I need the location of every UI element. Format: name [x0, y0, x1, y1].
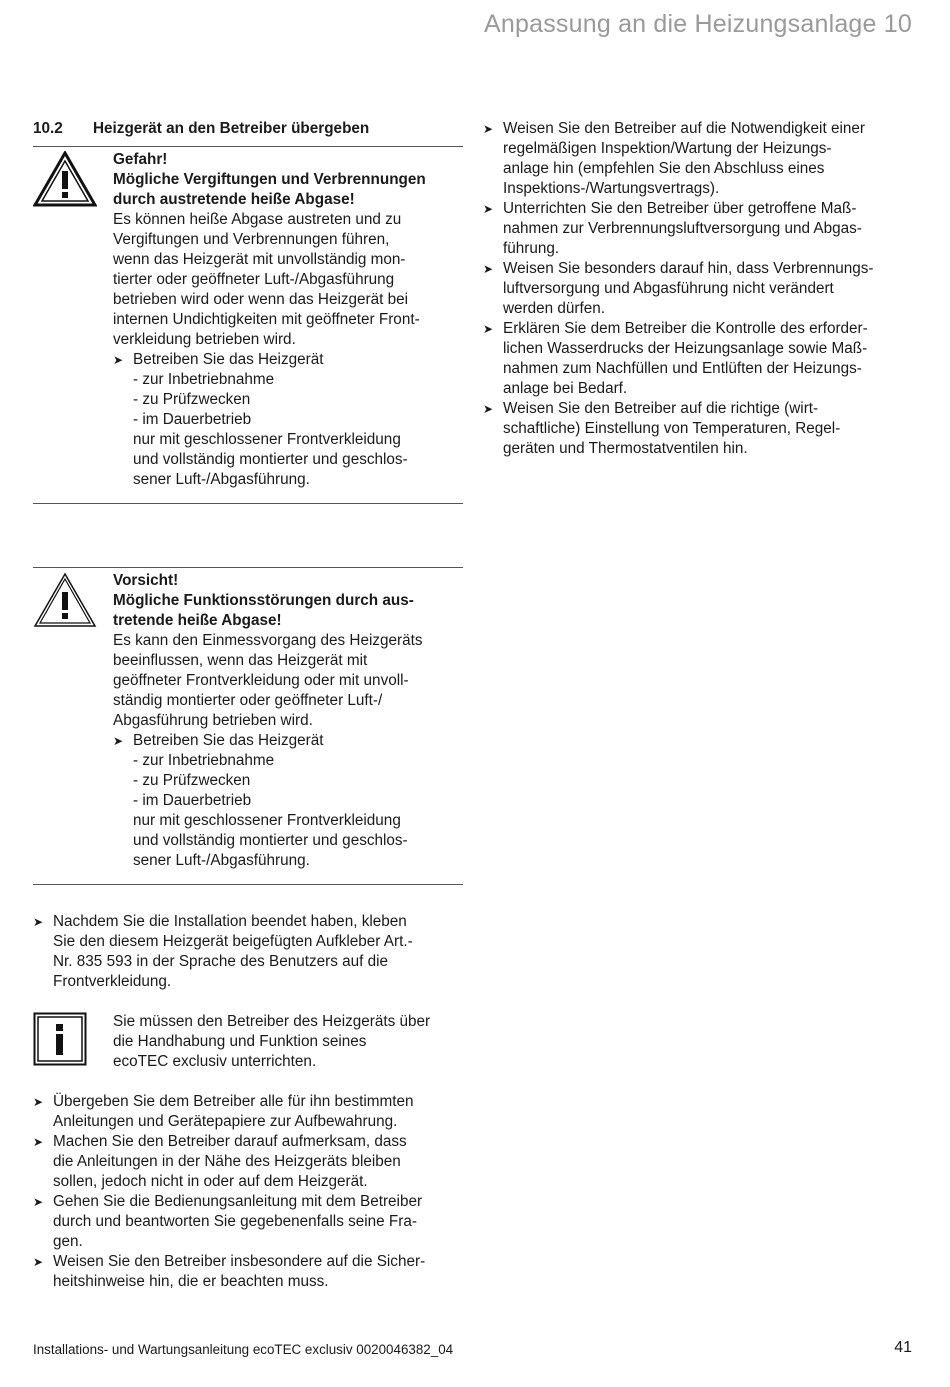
danger-subtitle-1: Mögliche Vergiftungen und Verbrennungen	[113, 171, 426, 188]
danger-body-2: Vergiftungen und Verbrennungen führen,	[113, 231, 390, 248]
caution-text	[113, 571, 463, 871]
bullet-line: Weisen Sie den Betreiber auf die Notwendigkeit einer	[503, 120, 865, 137]
list-item	[483, 259, 915, 319]
danger-action-details	[113, 370, 463, 490]
caution-body-4: ständig montierter oder geöffneter Luft-/	[113, 692, 383, 709]
bullet-line: heitshinweise hin, die er beachten muss.	[53, 1273, 329, 1290]
danger-item-3: - im Dauerbetrieb	[133, 411, 252, 428]
arrow-icon: ➤	[483, 402, 494, 416]
bullet-line: Machen Sie den Betreiber darauf aufmerksam, dass	[53, 1133, 407, 1150]
caution-subtitle-1: Mögliche Funktionsstörungen durch aus-	[113, 592, 414, 609]
arrow-icon: ➤	[483, 262, 494, 276]
arrow-icon: ➤	[33, 1095, 44, 1109]
list-item	[483, 319, 915, 399]
bullet-line: die Anleitungen in der Nähe des Heizgeräts bleiben	[53, 1153, 401, 1170]
info-line-2: die Handhabung und Funktion seines	[113, 1033, 367, 1050]
bullet-line: nahmen zur Verbrennungsluftversorgung und Abgas-	[503, 220, 862, 237]
sticker-line-3: Nr. 835 593 in der Sprache des Benutzers auf die	[53, 953, 389, 970]
page-number: 41	[894, 1339, 912, 1356]
danger-body-1: Es können heiße Abgase austreten und zu	[113, 211, 402, 228]
bullet-line: geräten und Thermostatventilen hin.	[503, 440, 748, 457]
section-number: 10.2	[33, 120, 63, 137]
sticker-line-1: Nachdem Sie die Installation beendet haben, kleben	[53, 913, 407, 930]
bullet-line: anlage bei Bedarf.	[503, 380, 628, 397]
caution-action-details	[113, 751, 463, 871]
bullet-line: sollen, jedoch nicht in oder auf dem Heizgerät.	[53, 1173, 368, 1190]
right-column	[483, 119, 915, 459]
bullet-line: werden dürfen.	[503, 300, 606, 317]
danger-body-3: wenn das Heizgerät mit unvollständig mon-	[113, 251, 406, 268]
danger-title: Gefahr!	[113, 151, 168, 168]
caution-item-2: - zu Prüfzwecken	[133, 772, 251, 789]
arrow-icon: ➤	[33, 1135, 44, 1149]
document-footer: Installations- und Wartungsanleitung ecoTEC exclusiv 0020046382_04	[33, 1342, 454, 1357]
caution-body-2: beeinflussen, wenn das Heizgerät mit	[113, 652, 368, 669]
section-title: Heizgerät an den Betreiber übergeben	[93, 120, 370, 137]
danger-action	[113, 350, 463, 370]
caution-box	[33, 567, 463, 885]
bullet-line: nahmen zum Nachfüllen und Entlüften der Heizungs-	[503, 360, 862, 377]
sticker-line-4: Frontverkleidung.	[53, 973, 172, 990]
bullet-line: Anleitungen und Gerätepapiere zur Aufbewahrung.	[53, 1113, 398, 1130]
bullet-line: luftversorgung und Abgasführung nicht verändert	[503, 280, 834, 297]
arrow-icon: ➤	[483, 202, 494, 216]
bullet-line: Weisen Sie den Betreiber auf die richtige (wirt-	[503, 400, 819, 417]
info-icon	[33, 1012, 113, 1072]
list-item	[483, 399, 915, 459]
warning-triangle-icon	[33, 150, 113, 490]
caution-triangle-icon	[33, 571, 113, 871]
bullet-line: Übergeben Sie dem Betreiber alle für ihn bestimmten	[53, 1093, 414, 1110]
danger-body-6: internen Undichtigkeiten mit geöffneter Front-	[113, 311, 420, 328]
caution-action-text: Betreiben Sie das Heizgerät	[133, 732, 324, 749]
danger-tail-1: nur mit geschlossener Frontverkleidung	[133, 431, 401, 448]
danger-body-4: tierter oder geöffneter Luft-/Abgasführung	[113, 271, 395, 288]
danger-tail-3: sener Luft-/Abgasführung.	[133, 471, 310, 488]
caution-tail-2: und vollständig montierter und geschlos-	[133, 832, 408, 849]
sticker-line-2: Sie den diesem Heizgerät beigefügten Aufkleber Art.-	[53, 933, 413, 950]
caution-body-5: Abgasführung betrieben wird.	[113, 712, 313, 729]
bullet-line: führung.	[503, 240, 560, 257]
info-line-3: ecoTEC exclusiv unterrichten.	[113, 1053, 317, 1070]
arrow-icon: ➤	[33, 915, 44, 929]
bullet-line: schaftliche) Einstellung von Temperaturen, Regel-	[503, 420, 841, 437]
caution-tail-3: sener Luft-/Abgasführung.	[133, 852, 310, 869]
bullet-line: lichen Wasserdrucks der Heizungsanlage sowie Maß-	[503, 340, 868, 357]
bullet-line: Erklären Sie dem Betreiber die Kontrolle des erforder-	[503, 320, 868, 337]
bullet-line: anlage hin (empfehlen Sie den Abschluss eines	[503, 160, 825, 177]
danger-body-7: verkleidung betrieben wird.	[113, 331, 296, 348]
caution-body-1: Es kann den Einmessvorgang des Heizgeräts	[113, 632, 423, 649]
caution-tail-1: nur mit geschlossener Frontverkleidung	[133, 812, 401, 829]
list-item	[33, 1092, 463, 1132]
bullet-line: regelmäßigen Inspektion/Wartung der Heizungs-	[503, 140, 832, 157]
section-heading	[33, 119, 463, 139]
bullet-line: Unterrichten Sie den Betreiber über getroffene Maß-	[503, 200, 857, 217]
list-item	[33, 1132, 463, 1192]
list-item	[33, 1252, 463, 1292]
arrow-icon: ➤	[483, 322, 494, 336]
list-item	[33, 912, 463, 992]
caution-action	[113, 731, 463, 751]
caution-item-3: - im Dauerbetrieb	[133, 792, 252, 809]
left-column	[33, 119, 463, 1292]
danger-tail-2: und vollständig montierter und geschlos-	[133, 451, 408, 468]
danger-item-1: - zur Inbetriebnahme	[133, 371, 275, 388]
handover-instructions	[33, 1092, 463, 1292]
caution-subtitle-2: tretende heiße Abgase!	[113, 612, 282, 629]
chapter-header: Anpassung an die Heizungsanlage 10	[484, 10, 912, 38]
danger-subtitle-2: durch austretende heiße Abgase!	[113, 191, 355, 208]
bullet-line: durch und beantworten Sie gegebenenfalls seine Fra-	[53, 1213, 417, 1230]
arrow-icon: ➤	[483, 122, 494, 136]
operator-instructions	[483, 119, 915, 459]
bullet-line: Inspektions-/Wartungsvertrags).	[503, 180, 720, 197]
list-item	[33, 1192, 463, 1252]
info-text	[113, 1012, 430, 1072]
arrow-icon: ➤	[33, 1255, 44, 1269]
bullet-line: Weisen Sie besonders darauf hin, dass Verbrennungs-	[503, 260, 874, 277]
danger-text	[113, 150, 463, 490]
list-item	[483, 119, 915, 199]
danger-item-2: - zu Prüfzwecken	[133, 391, 251, 408]
caution-body-3: geöffneter Frontverkleidung oder mit unvoll-	[113, 672, 409, 689]
danger-body-5: betrieben wird oder wenn das Heizgerät bei	[113, 291, 409, 308]
sticker-instruction	[33, 912, 463, 992]
arrow-icon: ➤	[113, 353, 124, 367]
caution-item-1: - zur Inbetriebnahme	[133, 752, 275, 769]
bullet-line: Gehen Sie die Bedienungsanleitung mit dem Betreiber	[53, 1193, 423, 1210]
bullet-line: gen.	[53, 1233, 83, 1250]
info-line-1: Sie müssen den Betreiber des Heizgeräts über	[113, 1013, 431, 1030]
caution-title: Vorsicht!	[113, 572, 179, 589]
bullet-line: Weisen Sie den Betreiber insbesondere auf die Sicher-	[53, 1253, 426, 1270]
danger-action-text: Betreiben Sie das Heizgerät	[133, 351, 324, 368]
arrow-icon: ➤	[33, 1195, 44, 1209]
list-item	[483, 199, 915, 259]
arrow-icon: ➤	[113, 734, 124, 748]
info-note	[33, 1012, 463, 1072]
danger-box	[33, 146, 463, 504]
